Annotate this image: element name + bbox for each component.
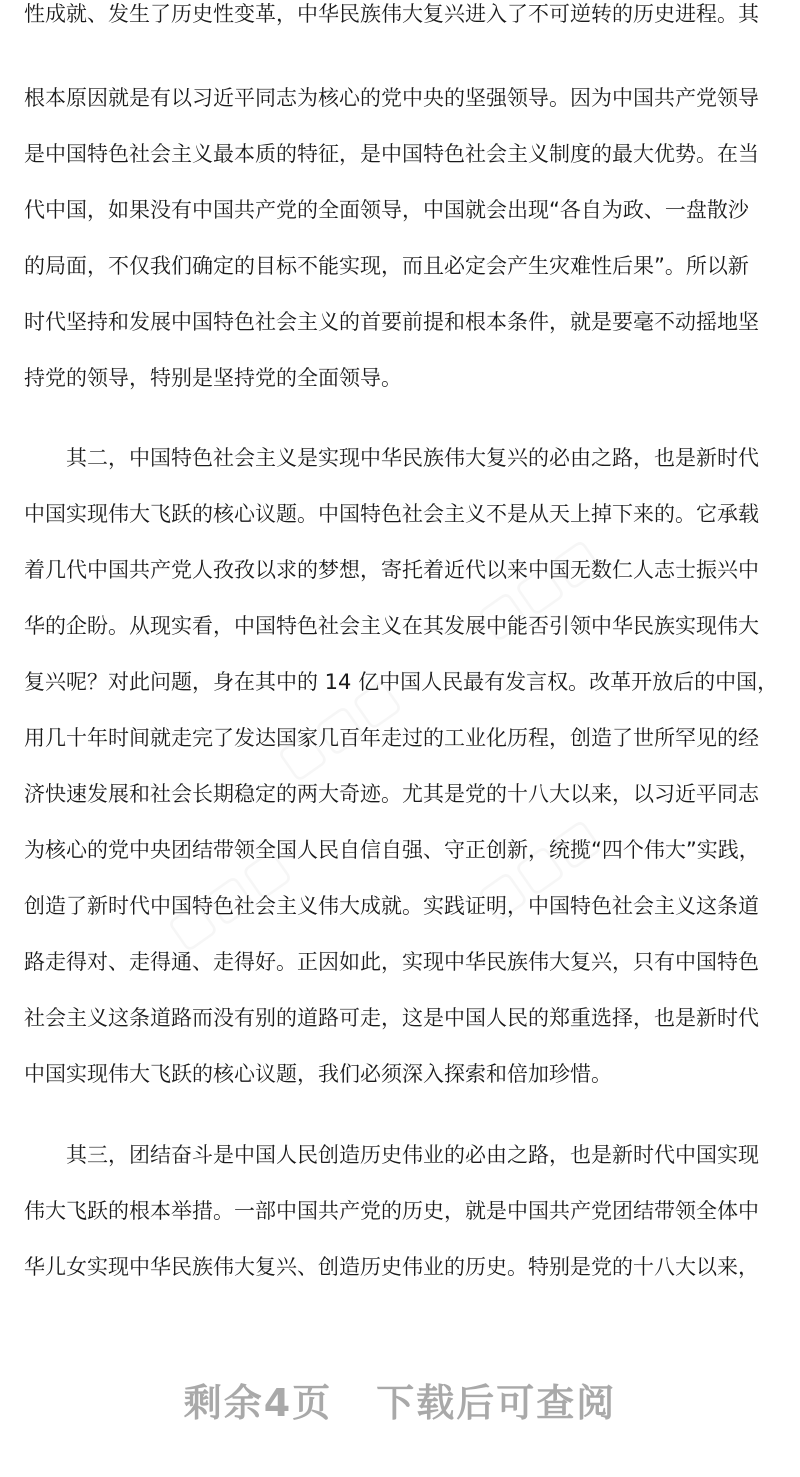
text-line: 伟大飞跃的根本举措。一部中国共产党的历史，就是中国共产党团结带领全体中	[24, 1199, 759, 1223]
paragraph-start-line: 其三，团结奋斗是中国人民创造历史伟业的必由之路，也是新时代中国实现	[24, 1143, 759, 1167]
text-line: 为核心的党中央团结带领全国人民自信自强、守正创新，统揽“四个伟大”实践，	[24, 838, 760, 862]
text-line: 根本原因就是有以习近平同志为核心的党中央的坚强领导。因为中国共产党领导	[24, 86, 759, 110]
text-line: 中国实现伟大飞跃的核心议题，我们必须深入探索和倍加珍惜。	[24, 1062, 612, 1086]
text-line: 用几十年时间就走完了发达国家几百年走过的工业化历程，创造了世所罕见的经	[24, 726, 759, 750]
text-line: 创造了新时代中国特色社会主义伟大成就。实践证明，中国特色社会主义这条道	[24, 894, 759, 918]
download-prompt[interactable]	[0, 1372, 800, 1427]
text-line: 社会主义这条道路而没有别的道路可走，这是中国人民的郑重选择，也是新时代	[24, 1006, 759, 1030]
text-line: 中国实现伟大飞跃的核心议题。中国特色社会主义不是从天上掉下来的。它承载	[24, 502, 759, 526]
text-line: 是中国特色社会主义最本质的特征，是中国特色社会主义制度的最大优势。在当	[24, 142, 759, 166]
remaining-pages-label: 剩余4页	[183, 1381, 333, 1425]
text-line: 华儿女实现中华民族伟大复兴、创造历史伟业的历史。特别是党的十八大以来，	[24, 1255, 759, 1279]
download-to-view-label: 下载后可查阅	[376, 1381, 617, 1425]
text-line: 着几代中国共产党人孜孜以求的梦想，寄托着近代以来中国无数仁人志士振兴中	[24, 558, 759, 582]
text-line: 路走得对、走得通、走得好。正因如此，实现中华民族伟大复兴，只有中国特色	[24, 950, 759, 974]
text-line: 复兴呢？对此问题，身在其中的 14 亿中国人民最有发言权。改革开放后的中国，	[24, 670, 779, 694]
text-line: 的局面，不仅我们确定的目标不能实现，而且必定会产生灾难性后果”。所以新	[24, 254, 749, 278]
text-line: 时代坚持和发展中国特色社会主义的首要前提和根本条件，就是要毫不动摇地坚	[24, 310, 759, 334]
paragraph-start-line: 其二，中国特色社会主义是实现中华民族伟大复兴的必由之路，也是新时代	[24, 446, 759, 470]
text-line: 济快速发展和社会长期稳定的两大奇迹。尤其是党的十八大以来，以习近平同志	[24, 782, 759, 806]
text-line: 代中国，如果没有中国共产党的全面领导，中国就会出现“各自为政、一盘散沙	[24, 198, 749, 222]
text-line: 性成就、发生了历史性变革，中华民族伟大复兴进入了不可逆转的历史进程。其	[24, 2, 759, 26]
text-line: 华的企盼。从现实看，中国特色社会主义在其发展中能否引领中华民族实现伟大	[24, 614, 759, 638]
text-line: 持党的领导，特别是坚持党的全面领导。	[24, 366, 402, 390]
